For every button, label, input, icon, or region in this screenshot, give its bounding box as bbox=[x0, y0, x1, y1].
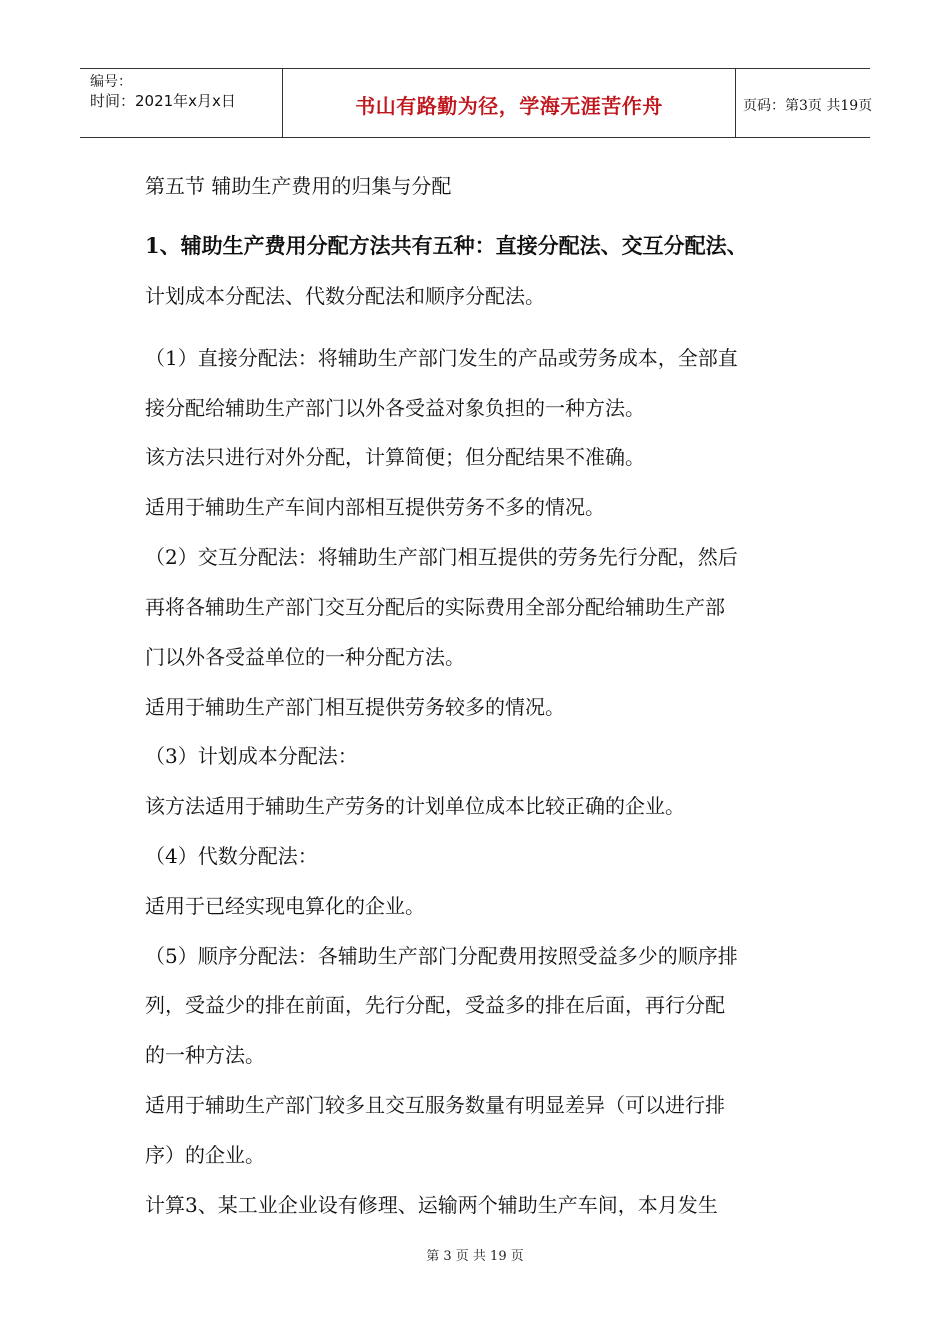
date-label: 时间：2021年x月x日 bbox=[90, 92, 236, 110]
body-line: （1）直接分配法：将辅助生产部门发生的产品或劳务成本，全部直 bbox=[145, 346, 738, 370]
body-line: 该方法只进行对外分配，计算简便；但分配结果不准确。 bbox=[145, 445, 645, 469]
body-line: 适用于已经实现电算化的企业。 bbox=[145, 894, 425, 918]
page-info: 页码：第3页 共19页 bbox=[743, 98, 873, 114]
header-page-cell bbox=[735, 69, 873, 137]
body-line: 序）的企业。 bbox=[145, 1143, 265, 1167]
page-footer: 第 3 页 共 19 页 bbox=[426, 1249, 524, 1264]
body-line: 列，受益少的排在前面，先行分配，受益多的排在后面，再行分配 bbox=[145, 993, 725, 1017]
section-title: 第五节 辅助生产费用的归集与分配 bbox=[145, 174, 452, 198]
body-line: 计划成本分配法、代数分配法和顺序分配法。 bbox=[145, 284, 545, 308]
body-line: 适用于辅助生产车间内部相互提供劳务不多的情况。 bbox=[145, 495, 605, 519]
motto-text: 书山有路勤为径，学海无涯苦作舟 bbox=[355, 94, 663, 118]
body-line: （5）顺序分配法：各辅助生产部门分配费用按照受益多少的顺序排 bbox=[145, 944, 738, 968]
body-line: 门以外各受益单位的一种分配方法。 bbox=[145, 645, 465, 669]
body-line: 计算3、某工业企业设有修理、运输两个辅助生产车间，本月发生 bbox=[145, 1193, 718, 1217]
header-left-cell bbox=[80, 69, 282, 137]
body-line: （4）代数分配法： bbox=[145, 844, 318, 868]
body-line: 1、辅助生产费用分配方法共有五种：直接分配法、交互分配法、 bbox=[145, 233, 748, 258]
body-line: （2）交互分配法：将辅助生产部门相互提供的劳务先行分配，然后 bbox=[145, 545, 738, 569]
body-line: 适用于辅助生产部门相互提供劳务较多的情况。 bbox=[145, 695, 565, 719]
page-header bbox=[80, 68, 873, 138]
body-line: 接分配给辅助生产部门以外各受益对象负担的一种方法。 bbox=[145, 396, 645, 420]
body-line: 再将各辅助生产部门交互分配后的实际费用全部分配给辅助生产部 bbox=[145, 595, 725, 619]
header-motto-cell bbox=[282, 69, 736, 137]
body-line: 的一种方法。 bbox=[145, 1043, 265, 1067]
body-line: 适用于辅助生产部门较多且交互服务数量有明显差异（可以进行排 bbox=[145, 1093, 725, 1117]
body-line: （3）计划成本分配法： bbox=[145, 744, 358, 768]
serial-label: 编号： bbox=[90, 74, 132, 90]
body-line: 该方法适用于辅助生产劳务的计划单位成本比较正确的企业。 bbox=[145, 794, 685, 818]
